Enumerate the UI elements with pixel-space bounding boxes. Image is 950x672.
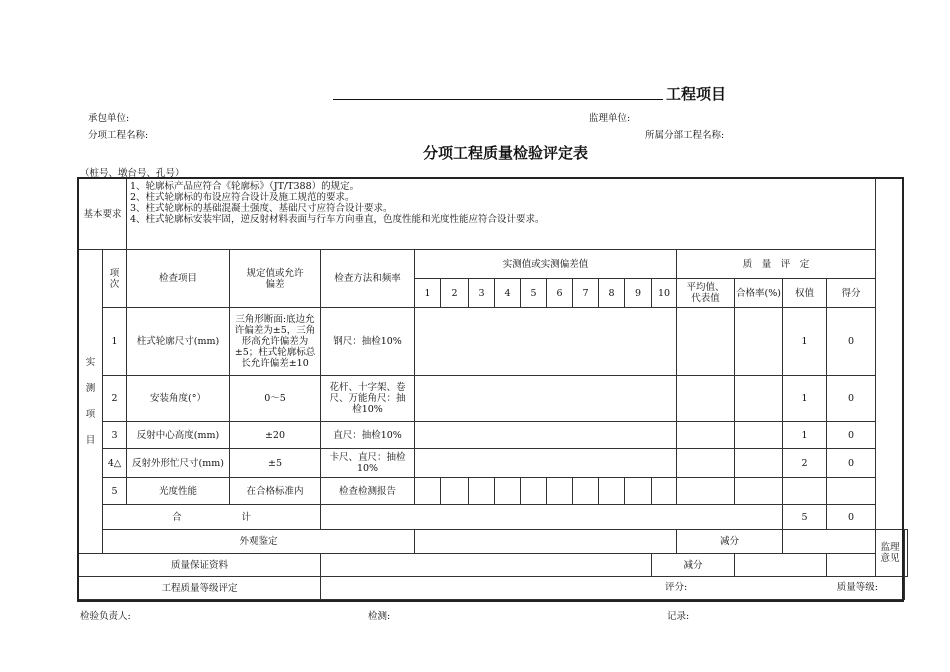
pass-rate-cell[interactable] bbox=[735, 376, 783, 422]
avg-cell[interactable] bbox=[677, 376, 735, 422]
grade-eval-label: 工程质量等级评定 bbox=[79, 577, 321, 600]
row-score: 0 bbox=[827, 376, 876, 422]
measure-cell[interactable] bbox=[547, 478, 573, 505]
project-suffix: 工程项目 bbox=[666, 85, 727, 103]
pass-rate-cell[interactable] bbox=[735, 478, 783, 505]
measure-cell[interactable] bbox=[625, 478, 652, 505]
requirements-text bbox=[127, 179, 876, 250]
col-measured: 实测值或实测偏差值 bbox=[415, 250, 677, 279]
grade-eval-field[interactable] bbox=[321, 577, 905, 600]
table-row bbox=[79, 478, 908, 505]
row-method bbox=[321, 376, 415, 422]
requirement-line: 2、柱式轮廓标的布设应符合设计及施工规范的要求。 bbox=[130, 192, 355, 203]
row-score: 0 bbox=[827, 422, 876, 449]
row-no: 1 bbox=[103, 308, 127, 376]
col-check-item: 检查项目 bbox=[127, 250, 230, 308]
tester-label: 检测: bbox=[368, 611, 391, 622]
subitem-name-label: 分项工程名称: bbox=[88, 130, 149, 141]
project-name-line[interactable] bbox=[333, 99, 663, 100]
row-weight: 1 bbox=[783, 376, 827, 422]
avg-cell[interactable] bbox=[677, 449, 735, 478]
supervisor-label: 监理单位: bbox=[589, 113, 631, 124]
measure-cell[interactable] bbox=[415, 478, 441, 505]
deduct-label-2: 减分 bbox=[652, 554, 735, 577]
row-no: 5 bbox=[103, 478, 127, 505]
col-spec-text: 规定值或允许偏差 bbox=[246, 267, 304, 290]
division-name-label: 所属分部工程名称: bbox=[645, 130, 725, 141]
row-method: 钢尺：抽检10% bbox=[321, 308, 415, 376]
requirement-line: 3、柱式轮廓标的基础混凝土强度、基础尺寸应符合设计要求。 bbox=[130, 203, 393, 214]
measure-cells[interactable] bbox=[415, 422, 677, 449]
row-score: 0 bbox=[827, 449, 876, 478]
row-no: 3 bbox=[103, 422, 127, 449]
measure-col-6: 6 bbox=[547, 279, 573, 308]
row-item: 光度性能 bbox=[127, 478, 230, 505]
row-weight bbox=[783, 478, 827, 505]
measured-section-text: 实测项目 bbox=[85, 356, 96, 446]
measure-cell[interactable] bbox=[573, 478, 599, 505]
measure-cell[interactable] bbox=[599, 478, 625, 505]
contractor-label: 承包单位: bbox=[88, 113, 130, 124]
avg-cell[interactable] bbox=[677, 422, 735, 449]
col-avg-text: 平均值、代表值 bbox=[686, 282, 725, 304]
row-method-text: 卡尺、直尺：抽检10% bbox=[329, 452, 406, 474]
pass-rate-cell[interactable] bbox=[735, 308, 783, 376]
row-method: 直尺：抽检10% bbox=[321, 422, 415, 449]
grade-label: 质量等级: bbox=[836, 582, 878, 593]
measure-cells[interactable] bbox=[415, 449, 677, 478]
col-item-no bbox=[103, 250, 127, 308]
stake-label: （桩号、墩台号、孔号） bbox=[80, 168, 185, 179]
measure-cells[interactable] bbox=[415, 308, 677, 376]
row-score bbox=[827, 478, 876, 505]
row-spec: 三角形断面:底边允许偏差为±5，三角形高允许偏差为±5；柱式轮廓标总长允许偏差±10 bbox=[230, 308, 321, 376]
requirement-line: 4、柱式轮廓标安装牢固，逆反射材料表面与行车方向垂直，色度性能和光度性能应符合设计要求。 bbox=[130, 214, 545, 225]
row-score: 0 bbox=[827, 308, 876, 376]
row-spec: 0～5 bbox=[230, 376, 321, 422]
table-row bbox=[79, 308, 908, 376]
requirements-label-text: 基本要求 bbox=[83, 208, 122, 220]
row-item: 反射外形忙尺寸(mm) bbox=[127, 449, 230, 478]
table-row bbox=[79, 376, 908, 422]
col-score: 得分 bbox=[827, 279, 876, 308]
pass-rate-cell[interactable] bbox=[735, 422, 783, 449]
col-item-no-text: 项次 bbox=[109, 267, 120, 290]
col-method: 检查方法和频率 bbox=[321, 250, 415, 308]
inspection-table bbox=[78, 178, 908, 600]
measure-col-2: 2 bbox=[441, 279, 469, 308]
row-spec: ±5 bbox=[230, 449, 321, 478]
measured-section-label bbox=[79, 250, 103, 554]
totals-label-b: 计 bbox=[241, 511, 252, 523]
col-weight: 权值 bbox=[783, 279, 827, 308]
measure-cell[interactable] bbox=[469, 478, 495, 505]
col-spec bbox=[230, 250, 321, 308]
row-method: 检查检测报告 bbox=[321, 478, 415, 505]
inspector-label: 检验负责人: bbox=[80, 611, 131, 622]
pass-rate-cell[interactable] bbox=[735, 449, 783, 478]
supervision-label-text: 监理意见 bbox=[880, 542, 900, 564]
row-no: 4△ bbox=[103, 449, 127, 478]
row-spec: ±20 bbox=[230, 422, 321, 449]
measure-cell[interactable] bbox=[441, 478, 469, 505]
measure-col-5: 5 bbox=[521, 279, 547, 308]
avg-cell[interactable] bbox=[677, 478, 735, 505]
measure-cells[interactable] bbox=[415, 376, 677, 422]
totals-label bbox=[103, 505, 321, 530]
measure-col-4: 4 bbox=[495, 279, 521, 308]
col-pass-rate: 合格率(%) bbox=[735, 279, 783, 308]
measure-col-7: 7 bbox=[573, 279, 599, 308]
totals-label-a: 合 bbox=[171, 511, 182, 523]
measure-cell[interactable] bbox=[652, 478, 677, 505]
quality-docs-label: 质量保证资料 bbox=[79, 554, 321, 577]
row-method-text: 花杆、十字架、卷尺、万能角尺：抽检10% bbox=[329, 382, 406, 415]
row-weight: 1 bbox=[783, 422, 827, 449]
row-no: 2 bbox=[103, 376, 127, 422]
quality-docs-field[interactable] bbox=[321, 554, 652, 577]
col-quality: 质 量 评 定 bbox=[677, 250, 876, 279]
recorder-label: 记录: bbox=[667, 611, 690, 622]
supervision-label bbox=[876, 530, 905, 577]
measure-col-1: 1 bbox=[415, 279, 441, 308]
measure-cell[interactable] bbox=[521, 478, 547, 505]
row-item: 柱式轮廓尺寸(mm) bbox=[127, 308, 230, 376]
totals-weight: 5 bbox=[783, 505, 827, 530]
measure-cell[interactable] bbox=[495, 478, 521, 505]
requirement-line: 1、轮廓标产品应符合《轮廓标》（JT/T388）的规定。 bbox=[130, 181, 360, 192]
table-row bbox=[79, 449, 908, 478]
appearance-field[interactable] bbox=[415, 530, 677, 554]
deduct-field-2[interactable] bbox=[735, 554, 827, 577]
appearance-label: 外观鉴定 bbox=[103, 530, 415, 554]
row-spec: 在合格标准内 bbox=[230, 478, 321, 505]
row-item: 安装角度(°） bbox=[127, 376, 230, 422]
totals-row bbox=[79, 505, 908, 530]
deduct-field-1[interactable] bbox=[783, 530, 876, 554]
row-weight: 1 bbox=[783, 308, 827, 376]
row-item: 反射中心高度(mm) bbox=[127, 422, 230, 449]
totals-blank bbox=[321, 505, 783, 530]
col-avg bbox=[677, 279, 735, 308]
rating-label: 评分: bbox=[665, 582, 688, 593]
table-row bbox=[79, 422, 908, 449]
requirements-label bbox=[79, 179, 127, 250]
supervision-field[interactable] bbox=[905, 530, 908, 577]
measure-col-3: 3 bbox=[469, 279, 495, 308]
page-title: 分项工程质量检验评定表 bbox=[423, 144, 589, 162]
row-method bbox=[321, 449, 415, 478]
avg-cell[interactable] bbox=[677, 308, 735, 376]
totals-score: 0 bbox=[827, 505, 876, 530]
row-weight: 2 bbox=[783, 449, 827, 478]
deduct-label-1: 减分 bbox=[677, 530, 783, 554]
measure-col-10: 10 bbox=[652, 279, 677, 308]
measure-col-8: 8 bbox=[599, 279, 625, 308]
measure-col-9: 9 bbox=[625, 279, 652, 308]
